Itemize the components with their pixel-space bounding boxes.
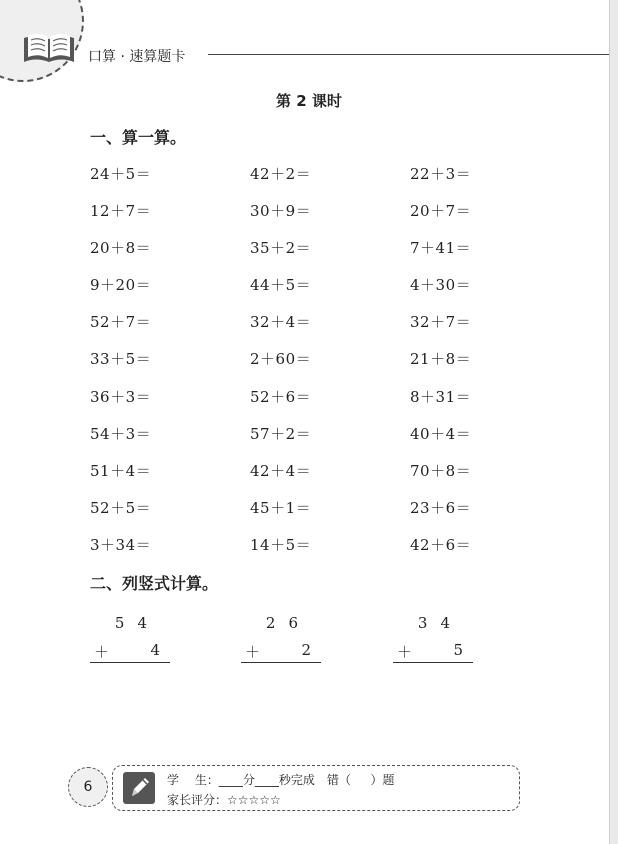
problem: 40＋4＝ bbox=[410, 424, 472, 443]
addend-top: 26 bbox=[265, 614, 311, 632]
addend-top: 54 bbox=[114, 614, 160, 632]
problem: 51＋4＝ bbox=[90, 461, 152, 480]
section1-heading: 一、算一算。 bbox=[90, 128, 187, 147]
vertical-problem bbox=[241, 612, 321, 664]
problem: 52＋5＝ bbox=[90, 498, 152, 517]
problem: 9＋20＝ bbox=[90, 276, 152, 295]
problem: 32＋7＝ bbox=[410, 313, 472, 332]
problem: 14＋5＝ bbox=[250, 535, 312, 554]
sum-line bbox=[241, 662, 321, 663]
page-number: 6 bbox=[68, 767, 108, 807]
addend-bottom: 5 bbox=[453, 641, 463, 659]
oral-arithmetic-grid bbox=[90, 163, 570, 571]
problem: 22＋3＝ bbox=[410, 165, 472, 183]
section2-heading: 二、列竖式计算。 bbox=[90, 574, 219, 593]
problem: 52＋7＝ bbox=[90, 313, 152, 332]
page-edge bbox=[609, 0, 618, 844]
problem: 23＋6＝ bbox=[410, 498, 472, 517]
addend-bottom: 2 bbox=[301, 641, 311, 659]
problem: 7＋41＝ bbox=[410, 239, 472, 258]
problem: 8＋31＝ bbox=[410, 387, 472, 406]
problem-row bbox=[90, 423, 570, 460]
problem-row bbox=[90, 274, 570, 311]
header-rule bbox=[208, 54, 612, 55]
problem: 32＋4＝ bbox=[250, 313, 312, 332]
problem: 57＋2＝ bbox=[250, 424, 312, 443]
problem: 42＋2＝ bbox=[250, 165, 312, 183]
problem: 30＋9＝ bbox=[250, 202, 312, 221]
problem-row bbox=[90, 386, 570, 423]
problem-row bbox=[90, 311, 570, 348]
problem-row bbox=[90, 200, 570, 237]
problem-row bbox=[90, 497, 570, 534]
problem: 36＋3＝ bbox=[90, 387, 152, 406]
problem: 35＋2＝ bbox=[250, 239, 312, 258]
plus-sign: ＋ bbox=[397, 643, 413, 661]
problem-row bbox=[90, 534, 570, 571]
problem: 45＋1＝ bbox=[250, 498, 312, 517]
sum-line bbox=[90, 662, 170, 663]
problem: 70＋8＝ bbox=[410, 461, 472, 480]
vertical-problem bbox=[90, 612, 170, 664]
open-book-icon bbox=[22, 30, 76, 64]
addend-bottom: 4 bbox=[150, 641, 160, 659]
problem: 42＋6＝ bbox=[410, 535, 472, 554]
problem: 12＋7＝ bbox=[90, 202, 152, 221]
problem: 42＋4＝ bbox=[250, 461, 312, 480]
problem: 24＋5＝ bbox=[90, 165, 152, 183]
problem-row bbox=[90, 163, 570, 200]
problem: 2＋60＝ bbox=[250, 350, 312, 369]
plus-sign: ＋ bbox=[94, 643, 110, 661]
pencil-icon bbox=[123, 772, 155, 804]
problem: 3＋34＝ bbox=[90, 535, 152, 554]
lesson-title: 第 2 课时 bbox=[276, 92, 342, 110]
completion-time-line: 学 生：____分____秒完成 错（ ）题 bbox=[167, 773, 395, 787]
score-box bbox=[112, 765, 520, 811]
sum-line bbox=[393, 662, 473, 663]
problem: 4＋30＝ bbox=[410, 276, 472, 295]
vertical-problem bbox=[393, 612, 473, 664]
parent-rating-line: 家长评分：☆☆☆☆☆ bbox=[167, 793, 281, 807]
addend-top: 34 bbox=[417, 614, 463, 632]
problem: 54＋3＝ bbox=[90, 424, 152, 443]
header-title: 口算 · 速算题卡 bbox=[88, 49, 186, 65]
plus-sign: ＋ bbox=[245, 643, 261, 661]
problem: 52＋6＝ bbox=[250, 387, 312, 406]
problem: 44＋5＝ bbox=[250, 276, 312, 295]
problem-row bbox=[90, 460, 570, 497]
problem: 20＋7＝ bbox=[410, 202, 472, 221]
problem-row bbox=[90, 348, 570, 385]
problem: 21＋8＝ bbox=[410, 350, 472, 369]
problem-row bbox=[90, 237, 570, 274]
problem: 20＋8＝ bbox=[90, 239, 152, 258]
problem: 33＋5＝ bbox=[90, 350, 152, 369]
